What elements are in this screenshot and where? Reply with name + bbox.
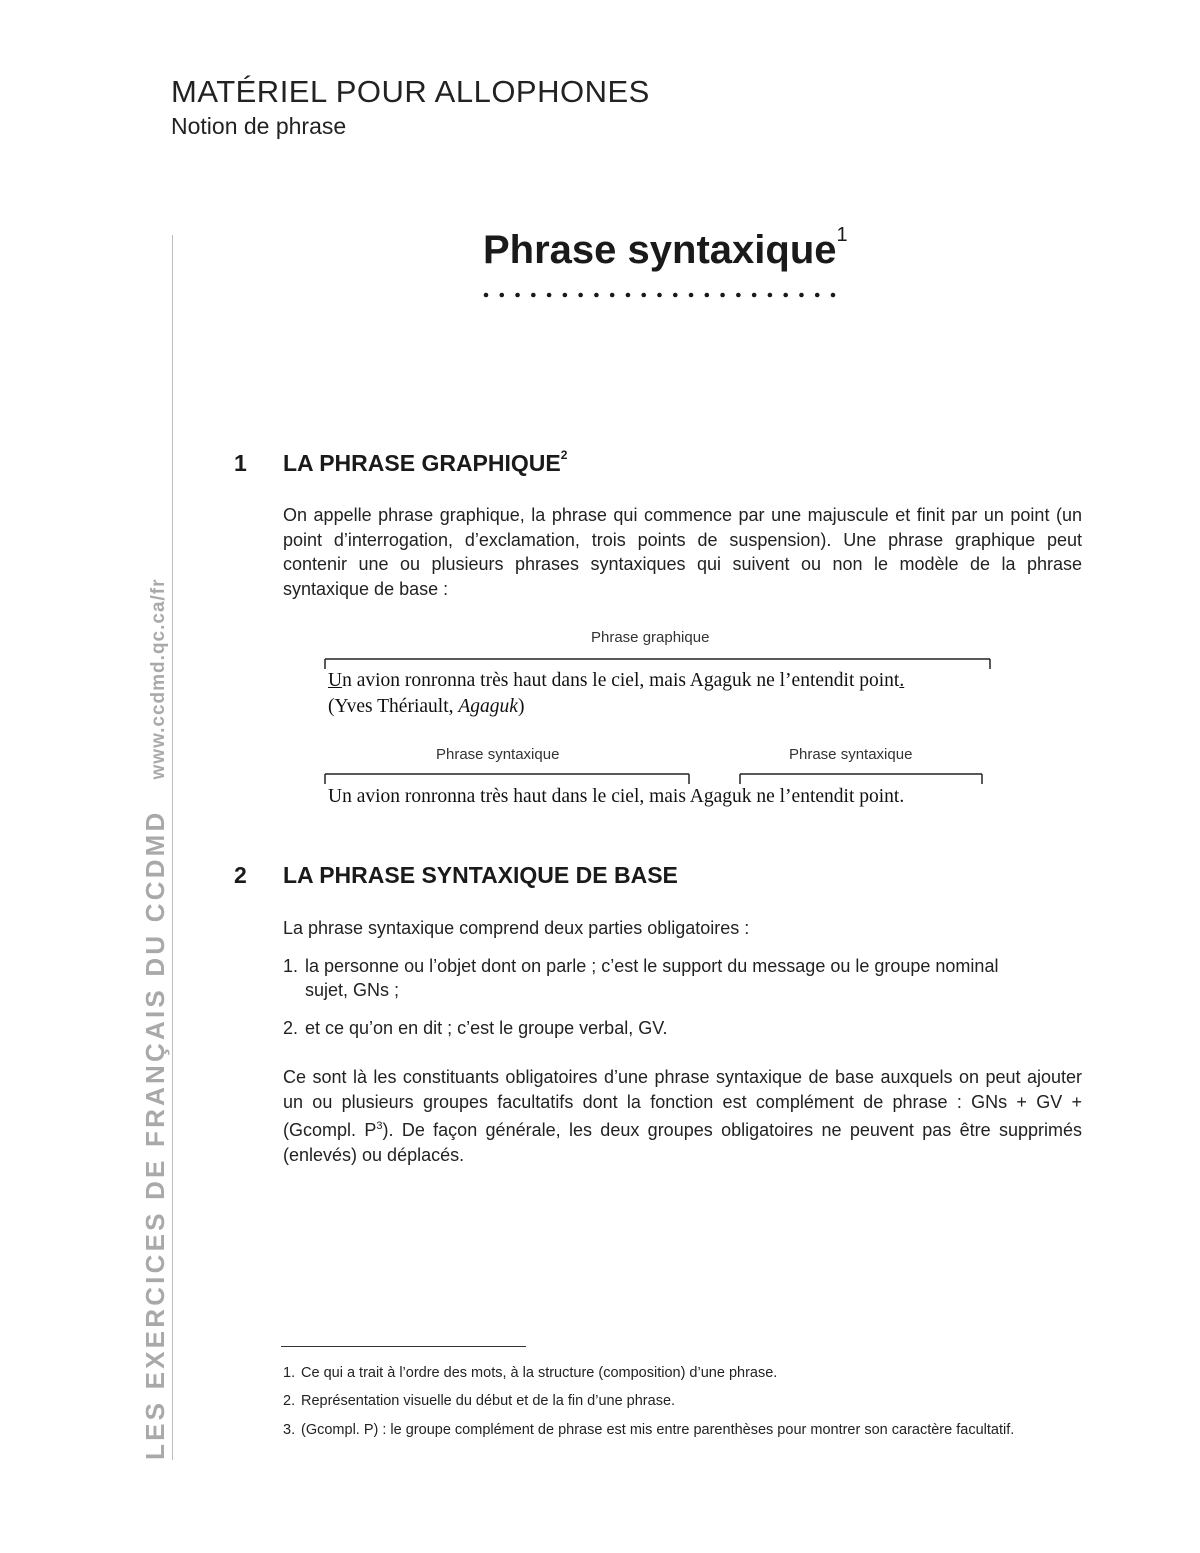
bracket-phrase-graphique (320, 654, 995, 670)
title-rule-dot (641, 293, 646, 298)
example-sentence-rest: n avion ronronna très haut dans le ciel, mais Agaguk ne l’entendit point (342, 670, 900, 691)
example-citation (328, 696, 524, 718)
list-item-text: la personne ou l’objet dont on parle ; c’est le support du message ou le groupe nominal (305, 956, 999, 976)
footnote-text: Représentation visuelle du début et de la fin d’une phrase. (301, 1393, 676, 1409)
footnote-2 (283, 1391, 1083, 1412)
list-item-text: et ce qu’on en dit ; c’est le groupe verbal, GV. (305, 1018, 668, 1038)
title-rule-dot (736, 293, 741, 298)
section-2-paragraph (283, 1065, 1082, 1167)
brackets-phrases-syntaxiques (320, 769, 995, 785)
example-final-period: . (899, 670, 905, 691)
title-rule-dot (799, 293, 804, 298)
section-1-paragraph: On appelle phrase graphique, la phrase qui commence par une majuscule et finit par un point (un point d’interrogation, d’exclamation, trois points de suspension). Une phrase graphique peut contenir une ou plusieurs phrases syntaxiques qui suivent ou non le modèle de la phrase syntaxique de base : (283, 505, 1082, 599)
title-rule-dot (626, 293, 631, 298)
sidebar-vertical-text (140, 578, 171, 1460)
citation-work: Agaguk (458, 696, 518, 717)
title-rule-dot (610, 293, 615, 298)
example-sentence-syntaxique: Un avion ronronna très haut dans le ciel, mais Agaguk ne l’entendit point. (328, 786, 905, 807)
title-rule-dot (783, 293, 788, 298)
list-item-number: 1. (283, 956, 299, 976)
section-1-number: 1 (234, 450, 247, 476)
title-rule-dot (689, 293, 694, 298)
section-2-title: LA PHRASE SYNTAXIQUE DE BASE (283, 862, 678, 888)
title-rule-dot (657, 293, 662, 298)
page-title-note-ref: 1 (836, 224, 848, 246)
header-title: MATÉRIEL POUR ALLOPHONES (171, 74, 650, 109)
example-sentence-graphique (328, 670, 904, 692)
title-rule-dot (594, 293, 599, 298)
citation-suffix: ) (517, 696, 525, 717)
section-2-number: 2 (234, 862, 247, 888)
title-rule-dot (499, 293, 504, 298)
title-rule-dot (578, 293, 583, 298)
citation-prefix: (Yves Thériault, (328, 696, 459, 717)
title-rule-dot (831, 293, 836, 298)
section-2-note-ref: 3 (376, 1120, 383, 1132)
footnote-number: 1. (283, 1365, 296, 1381)
title-rule-dot (673, 293, 678, 298)
footnote-text: Ce qui a trait à l’ordre des mots, à la structure (composition) d’une phrase. (301, 1365, 778, 1381)
section-1-title (283, 450, 567, 477)
section-2-intro: La phrase syntaxique comprend deux parties obligatoires : (283, 918, 750, 938)
list-item-continuation: sujet, GNs ; (305, 980, 400, 1000)
title-rule-dot (531, 293, 536, 298)
title-rule-dot (484, 293, 489, 298)
section-2-paragraph-end: ). De façon générale, les deux groupes obligatoires ne peuvent pas être supprimés (enlevés) ou déplacés. (283, 1120, 1082, 1165)
footnote-number: 2. (283, 1393, 296, 1409)
label-phrase-syntaxique-1: Phrase syntaxique (436, 746, 560, 763)
title-rule-dot (515, 293, 520, 298)
list-item (283, 954, 1083, 1002)
section-2-paragraph-start: Ce sont là les constituants obligatoires d’une phrase syntaxique de base auxquels on peut ajouter un ou plusieurs groupes facultatifs dont la fonction est complément de phrase : GNs + GV + (Gcompl. P (283, 1067, 1082, 1140)
title-rule-dot (705, 293, 710, 298)
title-rule-dot (752, 293, 757, 298)
title-rule-dot (547, 293, 552, 298)
footnote-number: 3. (283, 1422, 296, 1438)
sidebar-rule (172, 235, 173, 1460)
footnote-3 (283, 1420, 1083, 1441)
title-rule-dot (815, 293, 820, 298)
list-item-number: 2. (283, 1018, 299, 1038)
footnote-separator (281, 1346, 526, 1347)
section-1-note-ref: 2 (560, 448, 568, 462)
example-first-letter: U (328, 670, 343, 691)
sidebar-series-title: LES EXERCICES DE FRANÇAIS DU CCDMD (140, 809, 170, 1460)
section-1-title-text: LA PHRASE GRAPHIQUE (283, 450, 561, 476)
page-title-text: Phrase syntaxique (483, 228, 837, 272)
label-phrase-syntaxique-2: Phrase syntaxique (789, 746, 913, 763)
header-subtitle: Notion de phrase (171, 113, 347, 139)
title-dotted-rule (483, 290, 836, 300)
list-item (283, 1016, 1083, 1040)
page-title (483, 224, 848, 273)
footnote-text: (Gcompl. P) : le groupe complément de phrase est mis entre parenthèses pour montrer son caractère facultatif. (301, 1422, 1015, 1438)
title-rule-dot (563, 293, 568, 298)
footnote-1 (283, 1363, 1083, 1384)
title-rule-dot (720, 293, 725, 298)
sidebar-url: www.ccdmd.qc.ca/fr (148, 578, 169, 780)
title-rule-dot (768, 293, 773, 298)
label-phrase-graphique: Phrase graphique (591, 629, 710, 646)
